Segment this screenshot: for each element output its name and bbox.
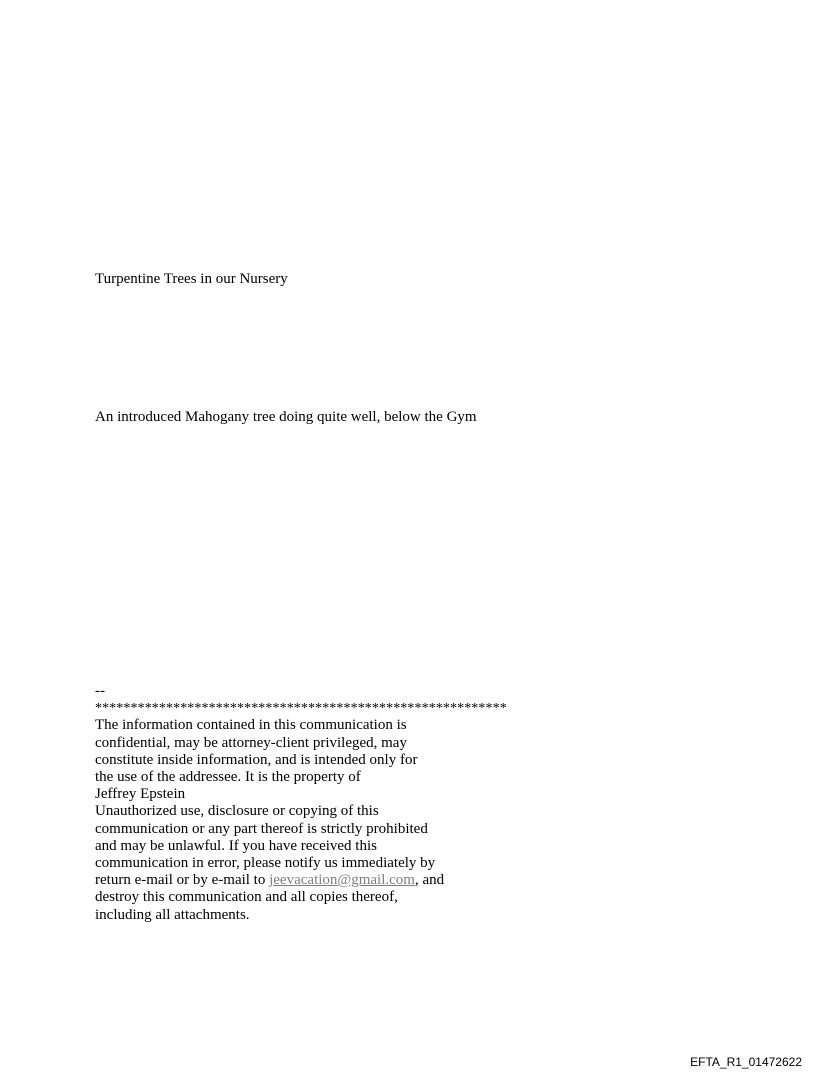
disclaimer-line: and may be unlawful. If you have received this [95, 837, 377, 854]
disclaimer-line: communication or any part thereof is strictly prohibited [95, 820, 428, 837]
disclaimer-line: Jeffrey Epstein [95, 786, 186, 803]
document-id-stamp: EFTA_R1_01472622 [690, 1055, 802, 1069]
disclaimer-line: including all attachments. [95, 906, 250, 923]
disclaimer-email-line [95, 872, 507, 889]
photo-caption-turpentine: Turpentine Trees in our Nursery [95, 271, 288, 287]
email-suffix-text: , and [414, 872, 445, 889]
disclaimer-line: confidential, may be attorney-client privileged, may [95, 734, 407, 751]
disclaimer-line: The information contained in this communication is [95, 717, 407, 734]
email-signature-disclaimer [95, 683, 507, 924]
disclaimer-line: the use of the addressee. It is the property of [95, 769, 361, 786]
disclaimer-line: destroy this communication and all copies thereof, [95, 889, 398, 906]
asterisk-divider: ********************************************************** [95, 701, 507, 717]
email-link[interactable]: jeevacation@gmail.com [269, 872, 415, 889]
photo-caption-mahogany: An introduced Mahogany tree doing quite well, below the Gym [95, 409, 477, 425]
disclaimer-line: constitute inside information, and is intended only for [95, 751, 418, 768]
email-prefix-text: return e-mail or by e-mail to [95, 872, 270, 889]
disclaimer-line: Unauthorized use, disclosure or copying of this [95, 803, 379, 820]
signature-separator: -- [95, 683, 105, 699]
disclaimer-line: communication in error, please notify us immediately by [95, 855, 436, 872]
